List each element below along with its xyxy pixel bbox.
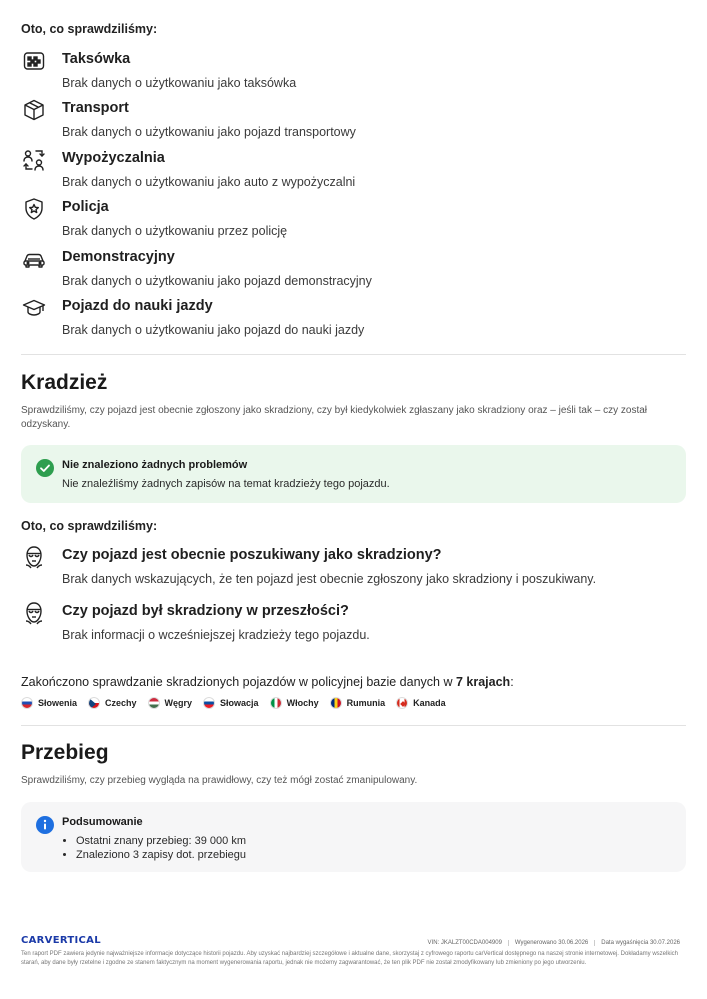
check-title: Demonstracyjny — [62, 249, 175, 265]
usage-checks-heading: Oto, co sprawdziliśmy: — [21, 22, 158, 36]
theft-checks-heading: Oto, co sprawdziliśmy: — [21, 519, 158, 533]
box-icon — [22, 98, 46, 122]
check-title: Transport — [62, 100, 129, 116]
info-icon — [36, 816, 54, 834]
country-romania — [330, 697, 386, 709]
expiry-date: Data wygaśnięcia 30.07.2026 — [594, 940, 686, 946]
footer-disclaimer: Ten raport PDF zawiera jedynie najważniejsze informacje dotyczące historii pojazdu. Aby uzyskać najbardziej szczegółowe i aktualne dane, skorzystaj z cyfrowego raportu carVertical dostępnego na naszej stronie internetowej. Dokładamy wszelkich starań, aby dane były rzetelne i zgodne ze stanem faktycznym na moment wygenerowania raportu, jednak nie możemy zagwarantować, że ten plik PDF nie został zmodyfikowany lub zmieniony po jego utworzeniu. — [21, 951, 678, 966]
stolen-db-note — [21, 674, 686, 691]
check-transport — [21, 98, 686, 141]
stolen-db-note-suffix: : — [510, 675, 514, 689]
czech-flag-icon — [88, 697, 100, 709]
taxi-icon — [22, 49, 46, 73]
graduation-cap-icon — [22, 296, 46, 320]
country-name: Słowenia — [38, 698, 78, 708]
check-desc: Brak danych o użytkowaniu jako taksówka — [62, 76, 297, 90]
summary-item: • Znaleziono 3 zapisy dot. przebiegu — [76, 848, 670, 862]
thief-icon — [22, 601, 46, 625]
report-meta — [422, 940, 686, 946]
country-hungary — [148, 697, 193, 709]
stolen-db-note-count: 7 krajach — [455, 675, 511, 689]
country-name: Rumunia — [346, 698, 386, 708]
check-demo — [21, 247, 686, 290]
country-czech — [88, 697, 137, 709]
check-title: Taksówka — [62, 51, 131, 67]
alert-title: Nie znaleziono żadnych problemów — [62, 459, 248, 471]
check-title: Czy pojazd był skradziony w przeszłości? — [62, 603, 349, 619]
country-slovenia — [21, 697, 77, 709]
check-driving-school — [21, 296, 686, 339]
theft-status-alert — [21, 445, 686, 503]
check-taxi — [21, 49, 686, 92]
country-name: Włochy — [286, 698, 319, 708]
check-title: Pojazd do nauki jazdy — [62, 298, 213, 314]
check-desc: Brak danych o użytkowaniu przez policję — [62, 224, 288, 238]
check-desc: Brak danych o użytkowaniu jako pojazd transportowy — [62, 125, 356, 139]
check-rental — [21, 148, 686, 191]
romania-flag-icon — [330, 697, 342, 709]
section-divider — [21, 725, 686, 726]
check-title: Policja — [62, 199, 109, 215]
summary-list — [62, 834, 670, 862]
slovakia-flag-icon — [203, 697, 215, 709]
theft-section-description: Sprawdziliśmy, czy pojazd jest obecnie zgłoszony jako skradziony, czy był kiedykolwiek zgłaszany jako skradziony oraz – jeśli tak – czy został odzyskany. — [21, 405, 648, 430]
country-canada — [396, 697, 446, 709]
country-name: Kanada — [413, 698, 446, 708]
section-divider — [21, 354, 686, 355]
report-footer — [21, 935, 686, 967]
police-badge-icon — [22, 197, 46, 221]
rental-icon — [22, 148, 46, 172]
country-slovakia — [203, 697, 259, 709]
check-police — [21, 197, 686, 240]
check-desc: Brak danych o użytkowaniu jako auto z wypożyczalni — [62, 175, 356, 189]
canada-flag-icon — [396, 697, 408, 709]
check-currently-stolen — [21, 545, 686, 588]
summary-title: Podsumowanie — [62, 816, 143, 828]
hungary-flag-icon — [148, 697, 160, 709]
country-italy — [270, 697, 319, 709]
country-flags — [21, 697, 446, 709]
summary-item: • Ostatni znany przebieg: 39 000 km — [76, 834, 670, 848]
brand-logo: CARVERTICAL — [21, 935, 101, 946]
italy-flag-icon — [270, 697, 282, 709]
stolen-db-note-prefix: Zakończono sprawdzanie skradzionych pojazdów w policyjnej bazie danych w — [21, 675, 456, 689]
car-icon — [22, 247, 46, 271]
check-desc: Brak informacji o wcześniejszej kradzieży tego pojazdu. — [62, 628, 370, 642]
check-title: Wypożyczalnia — [62, 150, 165, 166]
vin-label: VIN: JKALZT00CDA004909 — [427, 940, 502, 946]
alert-text: Nie znaleźliśmy żadnych zapisów na temat kradzieży tego pojazdu. — [62, 478, 390, 490]
thief-icon — [22, 545, 46, 569]
check-stolen-in-past — [21, 601, 686, 644]
slovenia-flag-icon — [21, 697, 33, 709]
check-desc: Brak danych o użytkowaniu jako pojazd demonstracyjny — [62, 274, 372, 288]
mileage-summary-box — [21, 802, 686, 872]
check-title: Czy pojazd jest obecnie poszukiwany jako skradziony? — [62, 547, 442, 563]
country-name: Czechy — [105, 698, 137, 708]
generated-date: Wygenerowano 30.06.2026 — [508, 940, 594, 946]
check-circle-icon — [36, 459, 54, 477]
mileage-section-title: Przebieg — [21, 741, 109, 764]
country-name: Węgry — [164, 698, 193, 708]
country-name: Słowacja — [220, 698, 259, 708]
check-desc: Brak danych o użytkowaniu jako pojazd do nauki jazdy — [62, 323, 365, 337]
theft-section-title: Kradzież — [21, 371, 108, 394]
mileage-section-description: Sprawdziliśmy, czy przebieg wygląda na prawidłowy, czy też mógł zostać zmanipulowany. — [21, 775, 418, 786]
check-desc: Brak danych wskazujących, że ten pojazd jest obecnie zgłoszony jako skradziony i poszukiwany. — [62, 572, 597, 586]
